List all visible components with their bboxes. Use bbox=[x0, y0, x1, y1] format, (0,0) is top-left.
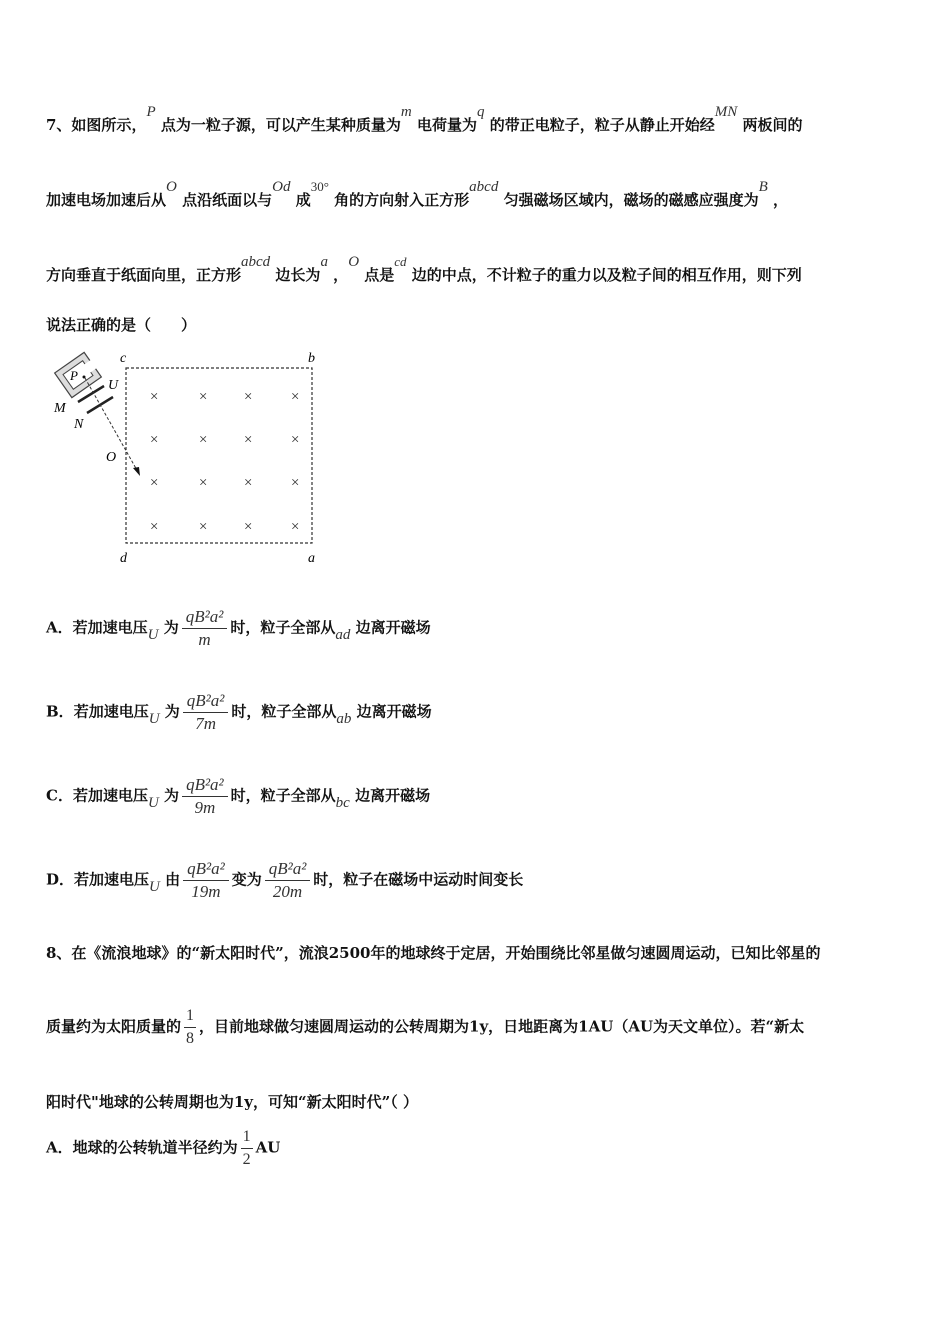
field-cross: × bbox=[198, 432, 209, 448]
q7-line-2: 加速电场加速后从O 点沿纸面以与Od 成30° 角的方向射入正方形abcd 匀强磁场区域内，磁场的磁感应强度为B ， bbox=[46, 179, 788, 209]
var-O: O bbox=[166, 179, 177, 195]
field-cross: × bbox=[290, 519, 301, 535]
q7-option-d[interactable]: D．若加速电压U 由 $\frac{\text{qB²a²}}{19m}$ 变为 $\frac{\text{qB²a²}}{20m}$ 时，粒子在磁场中运动时间变长 bbox=[46, 859, 524, 901]
var-B: B bbox=[758, 179, 768, 195]
field-cross: × bbox=[198, 475, 209, 491]
var-P: P bbox=[146, 104, 156, 120]
var-a: a bbox=[320, 254, 328, 270]
field-cross: × bbox=[243, 475, 254, 491]
label-P: P bbox=[70, 368, 78, 383]
var-abcd: abcd bbox=[469, 179, 499, 195]
label-U: U bbox=[108, 378, 119, 393]
field-cross: × bbox=[290, 475, 301, 491]
fraction: $\frac{\text{qB²a²}}{20m}$ bbox=[265, 858, 311, 903]
q7-option-c[interactable]: C．若加速电压U 为 $\frac{\text{qB²a²}}{9m}$ 时，粒子全部从bc 边离开磁场 bbox=[46, 775, 431, 817]
field-cross: × bbox=[243, 519, 254, 535]
q7-option-b[interactable]: B．若加速电压U 为 $\frac{\text{qB²a²}}{7m}$ 时，粒子全部从ab 边离开磁场 bbox=[46, 691, 432, 733]
q7-line-1: 7、如图所示，P 点为一粒子源，可以产生某种质量为m 电荷量为q 的带正电粒子，粒子从静止开始经MN 两板间的 bbox=[46, 104, 803, 134]
label-O: O bbox=[106, 450, 117, 465]
field-cross: × bbox=[290, 432, 301, 448]
q8-line-1: 8、在《流浪地球》的“新太阳时代”，流浪2500年的地球终于定居，开始围绕比邻星做匀速圆周运动，已知比邻星的 bbox=[46, 944, 821, 962]
field-cross: × bbox=[149, 432, 160, 448]
fraction: $\frac{\text{qB²a²}}{9m}$ bbox=[182, 774, 228, 819]
fraction: $\frac{1}{2}$ bbox=[242, 1128, 251, 1168]
arrowhead bbox=[133, 467, 140, 476]
q7-line-4: 说法正确的是（ ） bbox=[46, 316, 197, 334]
label-M: M bbox=[54, 401, 66, 416]
q8-line-2: 质量约为太阳质量的 $\frac{1}{8}$ ，目前地球做匀速圆周运动的公转周期为1y，日地距离为1AU（AU为天文单位）。若“新太 bbox=[46, 1005, 804, 1050]
q8-option-a[interactable]: A．地球的公转轨道半径约为 $\frac{1}{2}$ AU bbox=[46, 1126, 280, 1171]
fraction: $\frac{\text{qB²a²}}{m}$ bbox=[182, 606, 228, 651]
field-cross: × bbox=[149, 519, 160, 535]
magnetic-field-figure bbox=[40, 340, 340, 580]
var-m: m bbox=[400, 104, 412, 120]
var-O: O bbox=[348, 254, 360, 270]
field-cross: × bbox=[198, 389, 209, 405]
fraction: $\frac{\text{qB²a²}}{19m}$ bbox=[183, 858, 229, 903]
field-cross: × bbox=[290, 389, 301, 405]
var-q: q bbox=[476, 104, 485, 120]
fraction: $\frac{\text{qB²a²}}{7m}$ bbox=[183, 690, 229, 735]
label-a: a bbox=[308, 551, 315, 566]
var-Od: Od bbox=[272, 179, 291, 195]
field-cross: × bbox=[198, 519, 209, 535]
label-d: d bbox=[120, 551, 127, 566]
var-MN: MN bbox=[714, 104, 738, 120]
field-cross: × bbox=[149, 475, 160, 491]
q7-line-3: 方向垂直于纸面向里，正方形abcd 边长为a ，O 点是cd 边的中点，不计粒子的重力以及粒子间的相互作用，则下列 bbox=[46, 254, 802, 284]
field-cross: × bbox=[243, 432, 254, 448]
fraction: $\frac{1}{8}$ bbox=[186, 1007, 195, 1047]
label-b: b bbox=[308, 351, 315, 366]
field-cross: × bbox=[243, 389, 254, 405]
var-cd: cd bbox=[394, 254, 407, 269]
angle-30: 30° bbox=[310, 179, 329, 194]
label-c: c bbox=[120, 351, 127, 366]
field-cross: × bbox=[149, 389, 160, 405]
q7-option-a[interactable]: A．若加速电压U 为 $\frac{\text{qB²a²}}{m}$ 时，粒子全部从ad 边离开磁场 bbox=[46, 607, 431, 649]
label-N: N bbox=[74, 417, 84, 432]
q8-line-3: 阳时代"地球的公转周期也为1y，可知“新太阳时代”（ ） bbox=[46, 1093, 418, 1111]
var-abcd: abcd bbox=[241, 254, 271, 270]
